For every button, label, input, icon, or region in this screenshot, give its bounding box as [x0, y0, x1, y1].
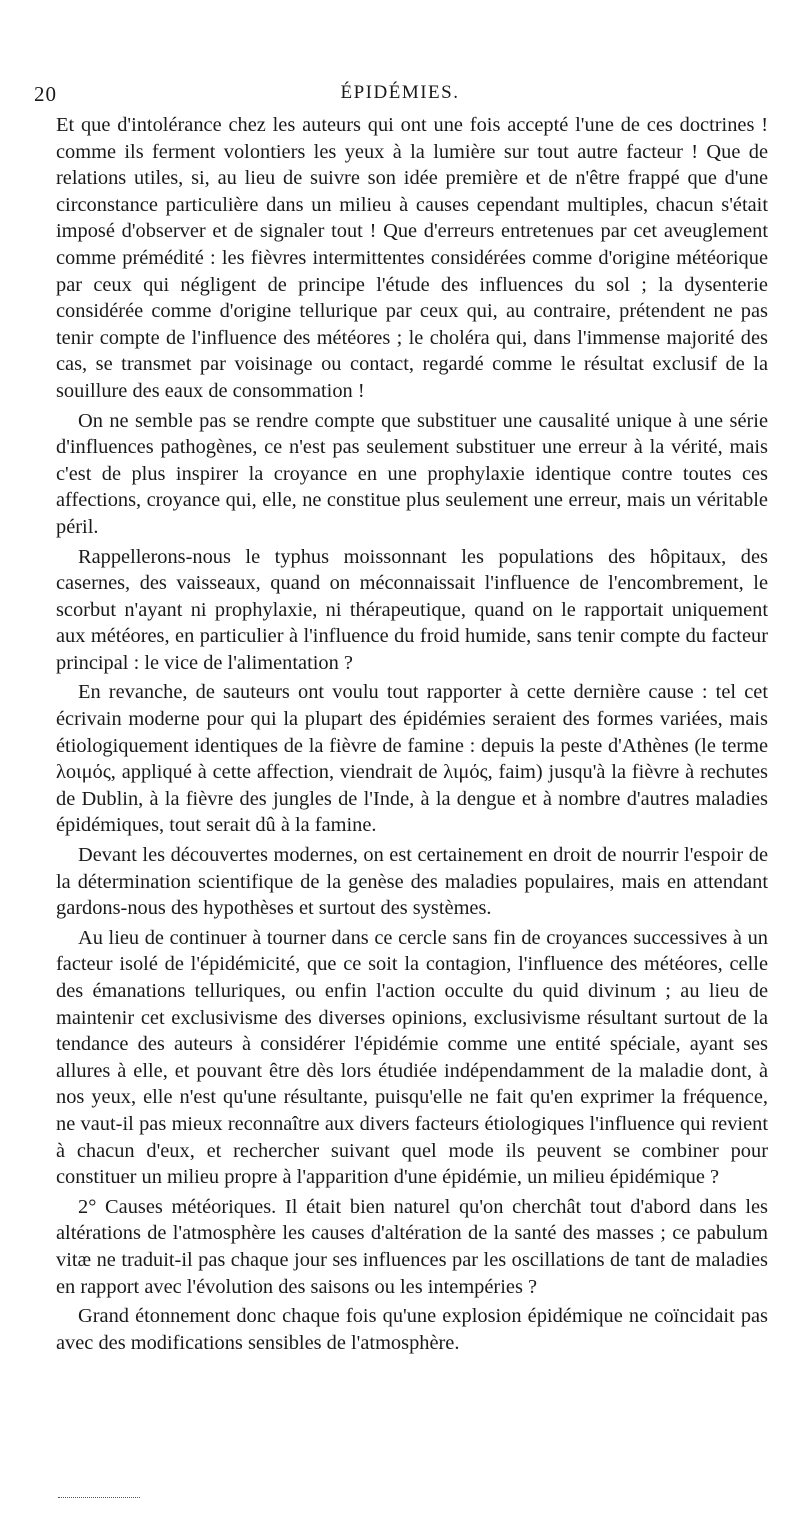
paragraph: On ne semble pas se rendre compte que substituer une causalité unique à une série d'influences pathogènes, ce n'est pas seulement substituer une erreur à la vérité, mais c'est de plus inspirer la croyance en une prophylaxie identique contre toutes ces affections, croyance qui, elle, ne constitue plus seulement une erreur, mais un véritable péril. [56, 409, 768, 538]
paragraph: Devant les découvertes modernes, on est certainement en droit de nourrir l'espoir de la détermination scientifique de la genèse des maladies populaires, mais en attendant gardons-nous des hypothèses et surtout des systèmes. [56, 844, 768, 920]
page-number: 20 [34, 82, 57, 106]
running-title: ÉPIDÉMIES. [340, 82, 460, 103]
running-head [30, 82, 770, 112]
footer-rule [58, 1497, 140, 1498]
paragraph: Et que d'intolérance chez les auteurs qui ont une fois accepté l'une de ces doctrines ! comme ils ferment volontiers les yeux à la lumière sur tout autre facteur ! Que de relations utiles, si, au lieu de suivre son idée première et de n'être frappé que d'une circonstance particulière dans un milieu à causes cependant multiples, chacun s'était imposé d'observer et de signaler tout ! Que d'erreurs entretenues par cet aveuglement comme prémédité : les fièvres intermittentes considérées comme d'origine météorique par ceux qui négligent de principe l'étude des influences du sol ; la dysenterie considérée comme d'origine tellurique par ceux qui, au contraire, prétendent ne pas tenir compte de l'influence des météores ; le choléra qui, dans l'immense majorité des cas, se transmet par voisinage ou contact, regardé comme le résultat exclusif de la souillure des eaux de consommation ! [56, 114, 768, 402]
paragraph: En revanche, de sauteurs ont voulu tout rapporter à cette dernière cause : tel cet écrivain moderne pour qui la plupart des épidémies seraient des formes variées, mais étiologiquement identiques de la fièvre de famine : depuis la peste d'Athènes (le terme λοιμός, appliqué à cette affection, viendrait de λιμός, faim) jusqu'à la fièvre à rechutes de Dublin, à la fièvre des jungles de l'Inde, à la dengue et à nombre d'autres maladies épidémiques, tout serait dû à la famine. [56, 681, 768, 837]
body-text [56, 112, 768, 1359]
paragraph: 2° Causes météoriques. Il était bien naturel qu'on cherchât tout d'abord dans les altérations de l'atmosphère les causes d'altération de la santé des masses ; ce pabulum vitæ ne traduit-il pas chaque jour ses influences par les oscillations de tant de maladies en rapport avec l'évolution des saisons ou les intempéries ? [56, 1195, 768, 1298]
paragraph: Rappellerons-nous le typhus moissonnant les populations des hôpitaux, des casernes, des vaisseaux, quand on méconnaissait l'influence de l'encombrement, le scorbut n'ayant ni prophylaxie, ni thérapeutique, quand on le rapportait uniquement aux météores, en particulier à l'influence du froid humide, sans tenir compte du facteur principal : le vice de l'alimentation ? [56, 545, 768, 674]
paragraph: Grand étonnement donc chaque fois qu'une explosion épidémique ne coïncidait pas avec des modifications sensibles de l'atmosphère. [56, 1305, 768, 1354]
paragraph: Au lieu de continuer à tourner dans ce cercle sans fin de croyances successives à un facteur isolé de l'épidémicité, que ce soit la contagion, l'influence des météores, celle des émanations telluriques, ou enfin l'action occulte du quid divinum ; au lieu de maintenir cet exclusivisme des diverses opinions, exclusivisme résultant surtout de la tendance des auteurs à considérer l'épidémie comme une entité spéciale, ayant ses allures à elle, et pouvant être dès lors étudiée indépendamment de la maladie dont, à nos yeux, elle n'est qu'une résultante, puisqu'elle ne fait qu'en exprimer la fréquence, ne vaut-il pas mieux reconnaître aux divers facteurs étiologiques l'influence qui revient à chacun d'eux, et rechercher suivant quel mode ils peuvent se combiner pour constituer un milieu propre à l'apparition d'une épidémie, un milieu épidémique ? [56, 926, 768, 1189]
